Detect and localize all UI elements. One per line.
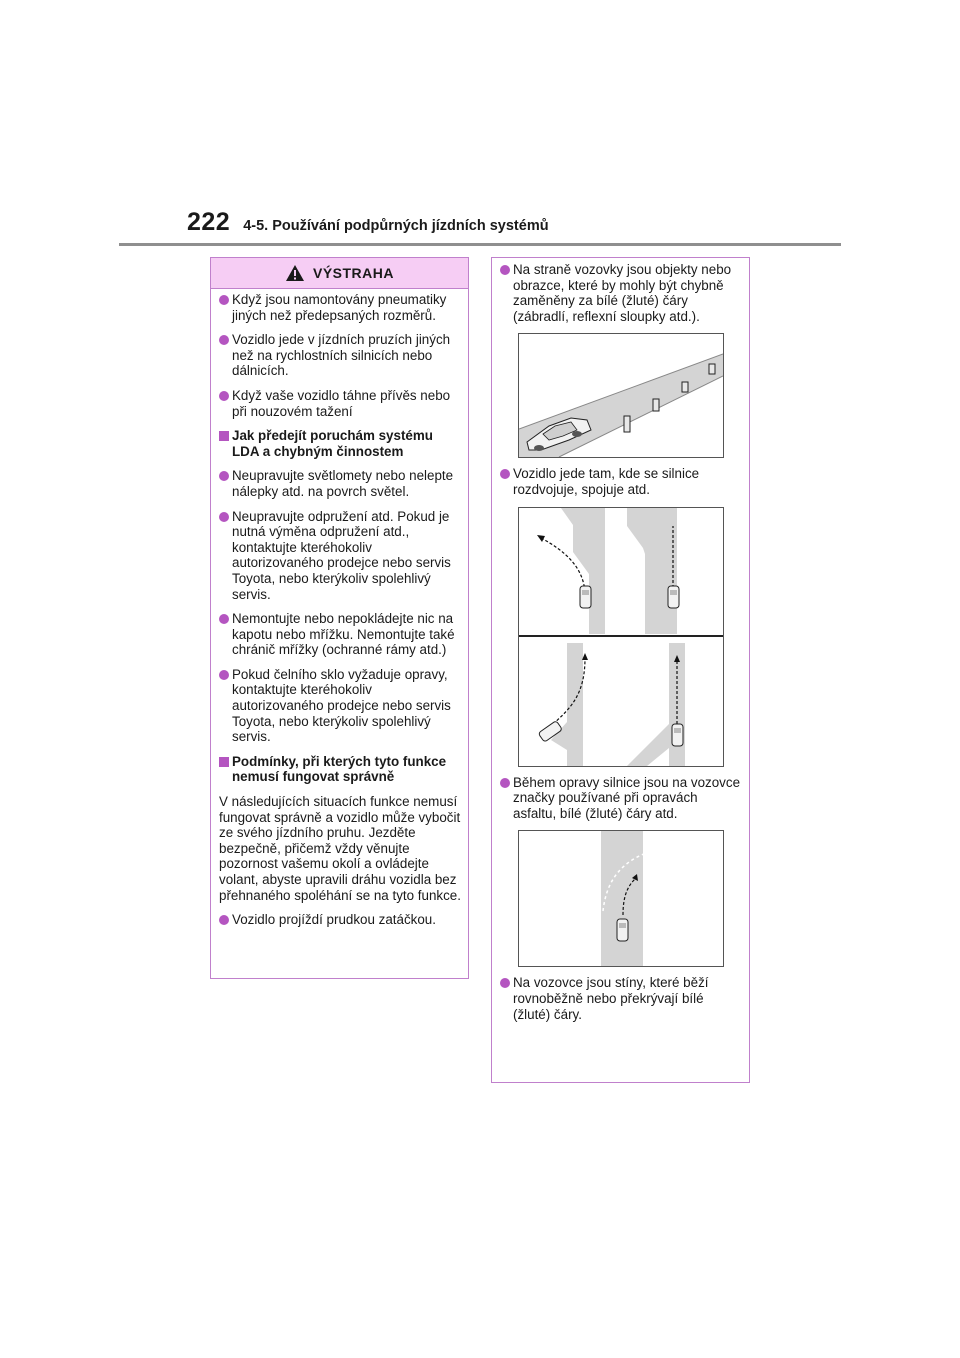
illustration-roadside-posts [518, 333, 724, 458]
subheading: Podmínky, při kterých tyto funkce nemusí fungovat správně [219, 754, 462, 785]
bullet-icon [219, 335, 229, 345]
warning-box [210, 257, 469, 979]
list-item: Vozidlo projíždí prudkou zatáčkou. [219, 912, 462, 928]
square-bullet-icon [219, 431, 229, 441]
bullet-icon [500, 978, 510, 988]
bullet-icon [219, 295, 229, 305]
paragraph: V následujících situacích funkce nemusí fungovat správně a vozidlo může vybočit ze svého jízdního pruhu. Jezděte bezpečně, přičemž vždy věnujte pozornost vašemu okolí a ovládejte volant, abyste upravili dráhu vozidla bez přehnaného spoléhání se na tyto funkce. [219, 794, 461, 903]
list-item: Vozidlo jede v jízdních pruzích jiných než na rychlostních silnicích nebo dálnicích. [219, 332, 462, 379]
bullet-icon [219, 512, 229, 522]
illustration-road-repair [518, 830, 724, 967]
header-rule [119, 243, 841, 246]
square-bullet-icon [219, 757, 229, 767]
list-item: Když vaše vozidlo táhne přívěs nebo při nouzovém tažení [219, 388, 462, 419]
list-item: Neupravujte odpružení atd. Pokud je nutná výměna odpružení atd., kontaktujte kteréhokoliv autorizovaného prodejce nebo servis Toyota, nebo kterýkoliv spolehlivý servis. [219, 509, 462, 603]
bullet-icon [219, 471, 229, 481]
bullet-icon [219, 391, 229, 401]
list-item: Vozidlo jede tam, kde se silnice rozdvojuje, spojuje atd. [500, 466, 743, 497]
bullet-icon [219, 614, 229, 624]
subheading: Jak předejít poruchám systému LDA a chybným činnostem [219, 428, 462, 459]
car-icon [617, 919, 628, 941]
warning-header [211, 258, 468, 289]
bullet-icon [500, 265, 510, 275]
list-item: Na vozovce jsou stíny, které běží rovnoběžně nebo překrývají bílé (žluté) čáry. [500, 975, 743, 1022]
illustration-road-fork [518, 507, 724, 767]
page-header [187, 208, 549, 237]
warning-title: VÝSTRAHA [312, 265, 394, 281]
chapter-title: 4-5. Používání podpůrných jízdních systémů [243, 218, 549, 234]
list-item: Pokud čelního sklo vyžaduje opravy, kontaktujte kteréhokoliv autorizovaného prodejce nebo servis Toyota, nebo kterýkoliv spolehlivý servis. [219, 667, 462, 745]
list-item: Během opravy silnice jsou na vozovce značky používané při opravách asfaltu, bílé (žluté) čáry atd. [500, 775, 743, 822]
bullet-icon [500, 778, 510, 788]
list-item: Nemontujte nebo nepokládejte nic na kapotu nebo mřížku. Nemontujte také chránič mřížky (ochranné rámy atd.) [219, 611, 462, 658]
list-item: Neupravujte světlomety nebo nelepte nálepky atd. na povrch světel. [219, 468, 462, 499]
list-item: Když jsou namontovány pneumatiky jiných než předepsaných rozměrů. [219, 292, 462, 323]
warning-triangle-icon [285, 264, 305, 282]
warning-box-continued [491, 257, 750, 1083]
bullet-icon [219, 915, 229, 925]
page-number: 222 [187, 208, 231, 236]
bullet-icon [219, 670, 229, 680]
bullet-icon [500, 469, 510, 479]
list-item: Na straně vozovky jsou objekty nebo obrazce, které by mohly být chybně zaměněny za bílé (žluté) čáry (zábradlí, reflexní sloupky atd.). [500, 262, 743, 324]
